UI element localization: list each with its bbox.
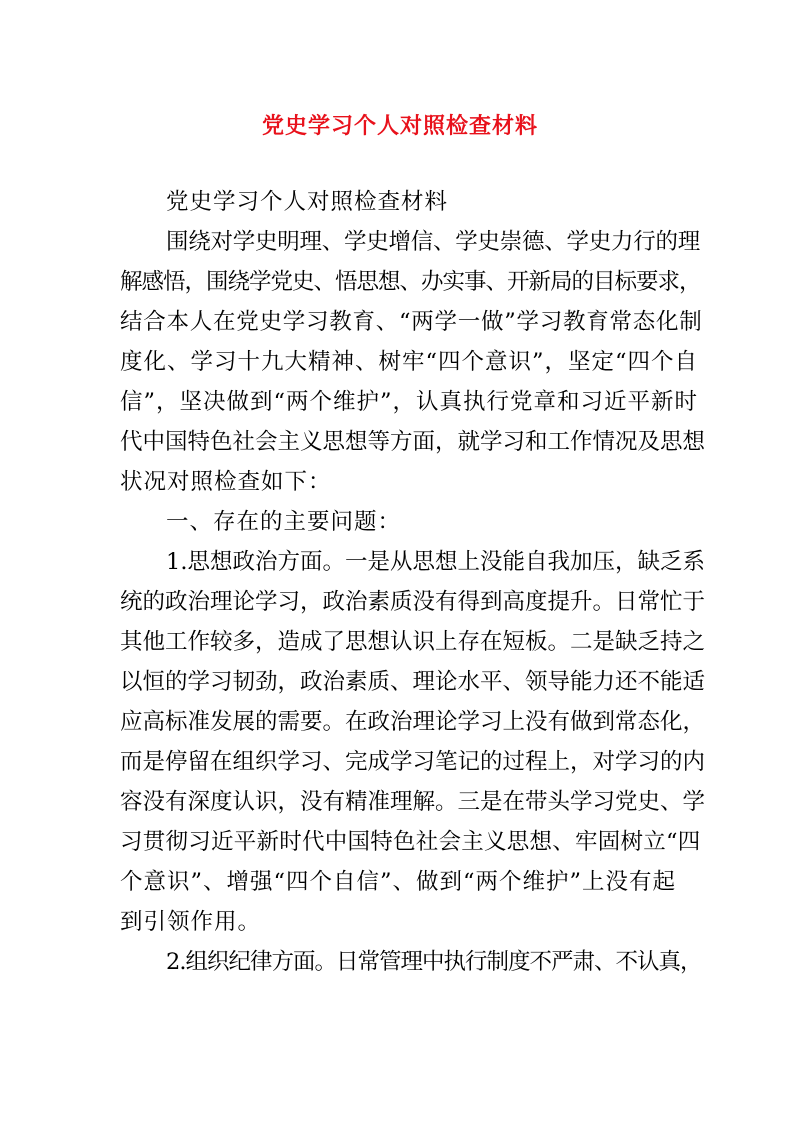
body-line: 容没有深度认识，没有精准理解。三是在带头学习党史、学 [120, 789, 706, 815]
body-line: 到引领作用。 [120, 909, 262, 935]
document-title: 党史学习个人对照检查材料 [261, 113, 538, 139]
body-line: 2.组织纪律方面。日常管理中执行制度不严肃、不认真， [166, 949, 702, 975]
body-line: 度化、学习十九大精神、树牢“四个意识”，坚定“四个自 [120, 349, 699, 375]
body-line: 一、存在的主要问题： [166, 509, 402, 535]
body-line: 解感悟，围绕学党史、悟思想、办实事、开新局的目标要求， [120, 269, 701, 295]
body-line: 统的政治理论学习，政治素质没有得到高度提升。日常忙于 [120, 589, 706, 615]
body-line: 状况对照检查如下： [120, 469, 332, 495]
body-line: 代中国特色社会主义思想等方面，就学习和工作情况及思想 [120, 429, 706, 455]
body-line: 结合本人在党史学习教育、“两学一做”学习教育常态化制 [120, 309, 703, 335]
body-line: 党史学习个人对照检查材料 [166, 189, 449, 215]
body-line: 信”，坚决做到“两个维护”，认真执行党章和习近平新时 [120, 389, 699, 415]
body-line: 其他工作较多，造成了思想认识上存在短板。二是缺乏持之 [120, 629, 706, 655]
body-line: 以恒的学习韧劲，政治素质、理论水平、领导能力还不能适 [120, 669, 706, 695]
body-line: 习贯彻习近平新时代中国特色社会主义思想、牢固树立“四 [120, 829, 701, 855]
body-line: 而是停留在组织学习、完成学习笔记的过程上，对学习的内 [120, 749, 706, 775]
body-line: 应高标准发展的需要。在政治理论学习上没有做到常态化， [120, 709, 706, 735]
body-line: 围绕对学史明理、学史增信、学史崇德、学史力行的理 [166, 229, 701, 255]
body-line: 1.思想政治方面。一是从思想上没能自我加压，缺乏系 [166, 549, 705, 575]
body-line: 个意识”、增强“四个自信”、做到“两个维护”上没有起 [120, 869, 677, 895]
document-body [120, 182, 705, 982]
